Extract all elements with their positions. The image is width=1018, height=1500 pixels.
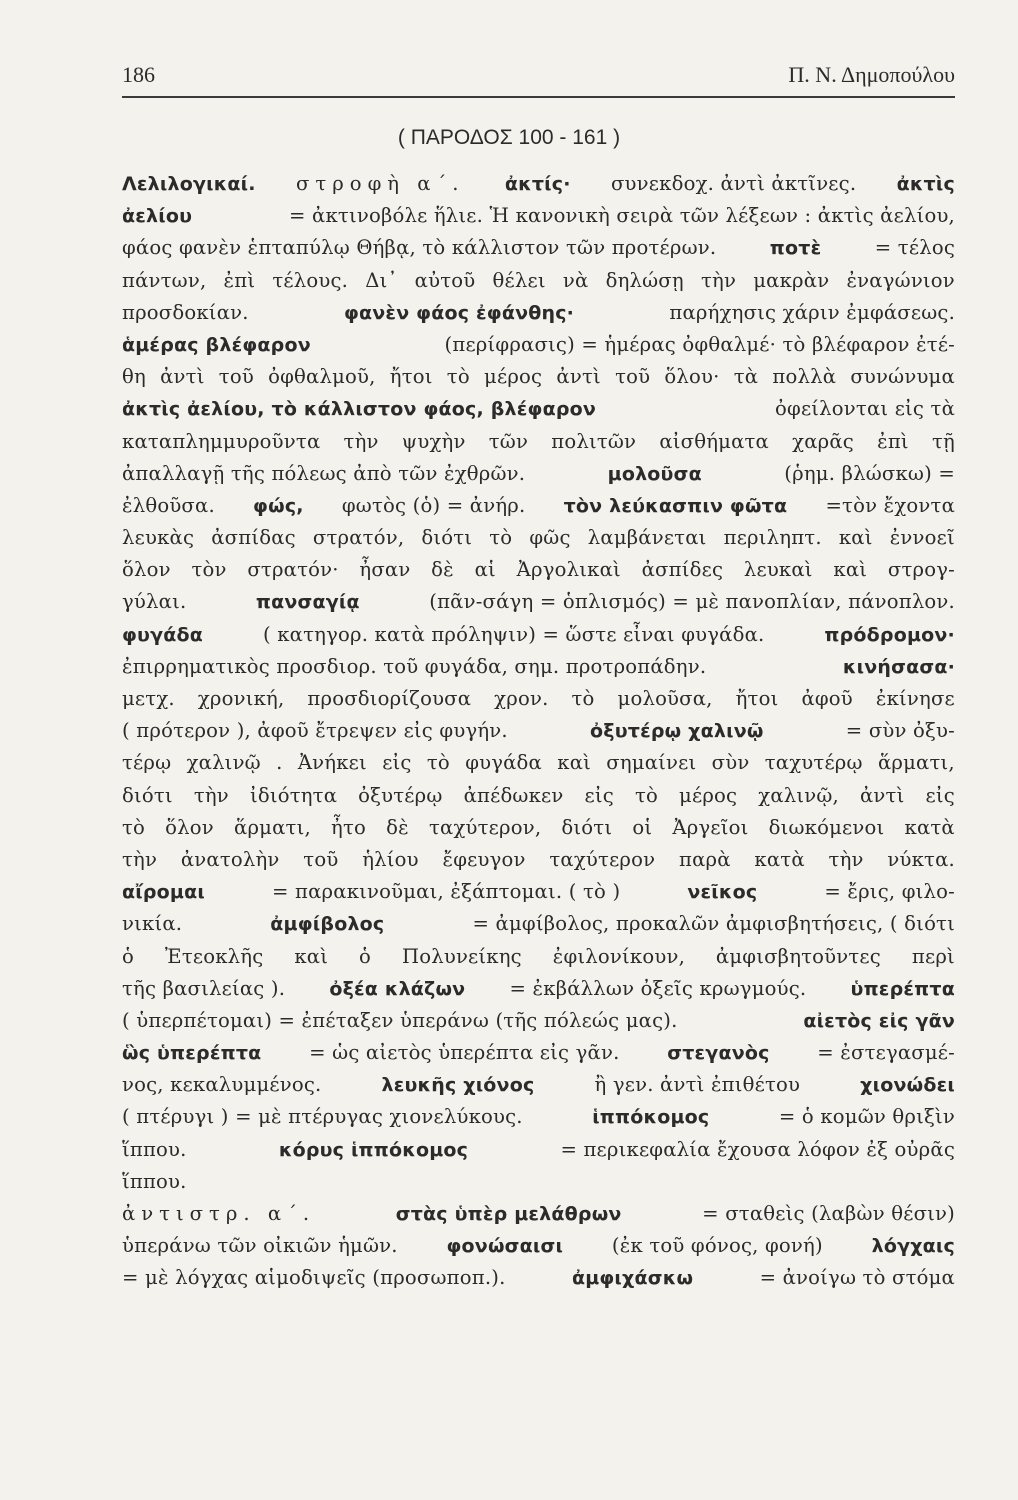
gloss-text: μετχ. χρονική, προσδιορίζουσα χρον. τὸ μολοῦσα, ἤτοι ἀφοῦ ἐκίνησε — [122, 687, 955, 710]
gloss-text: ἐπιρρηματικὸς προσδιορ. τοῦ φυγάδα, σημ. προτροπάδην. — [122, 654, 707, 678]
lemma-term: πανσαγίᾳ — [255, 591, 360, 614]
text-line — [122, 844, 955, 876]
lemma-term: φανὲν φάος ἐφάνθης· — [343, 301, 575, 324]
gloss-text: ( πρότερον ), ἀφοῦ ἔτρεψεν εἰς φυγήν. — [122, 719, 508, 743]
lemma-term: λόγχαις — [871, 1235, 955, 1258]
lemma-term: ἀμφιχάσκω — [571, 1267, 694, 1290]
section-title: ( ΠΑΡΟΔΟΣ 100 - 161 ) — [397, 126, 621, 149]
lemma-term: ἱππόκομος — [592, 1106, 710, 1129]
gloss-text: ἢ γεν. ἀντὶ ἐπιθέτου — [594, 1073, 801, 1097]
lemma-term: τὸν λεύκασπιν φῶτα — [563, 494, 788, 517]
gloss-text: τὴν ἀνατολὴν τοῦ ἡλίου ἔφευγον ταχύτερον παρὰ κατὰ τὴν νύκτα. — [122, 847, 955, 871]
gloss-text: = ἐστεγασμέ- — [817, 1041, 955, 1065]
text-line — [122, 200, 955, 232]
lemma-term: ἁμέρας βλέφαρον — [122, 333, 311, 356]
lemma-term: ὀξέα κλάζων — [329, 977, 466, 1000]
text-line — [122, 554, 955, 586]
gloss-text: = περικεφαλία ἔχουσα λόφον ἐξ οὐρᾶς — [560, 1137, 955, 1161]
page-header — [122, 56, 955, 98]
page-number: 186 — [122, 62, 155, 87]
running-head-author: Π. Ν. Δημοπούλου — [788, 62, 955, 87]
gloss-text: φάος φανὲν ἑπταπύλῳ Θήβᾳ, τὸ κάλλιστον τῶν προτέρων. — [122, 236, 717, 260]
gloss-text: ὅλον τὸν στρατόν· ἦσαν δὲ αἱ Ἀργολικαὶ ἀσπίδες λευκαὶ καὶ στρογ- — [122, 558, 955, 582]
gloss-text: = ἐκβάλλων ὀξεῖς κρωγμούς. — [509, 976, 807, 1000]
gloss-text: ( κατηγορ. κατὰ πρόληψιν) = ὥστε εἶναι φυγάδα. — [262, 622, 765, 646]
gloss-text: = ἀκτινοβόλε ἥλιε. Ἡ κανονικὴ σειρὰ τῶν λέξεων : ἀκτὶς ἀελίου, — [288, 204, 955, 228]
gloss-text: = σὺν ὀξυ- — [845, 719, 955, 743]
lemma-term: πρόδρομον· — [824, 623, 955, 646]
text-line — [122, 297, 955, 329]
gloss-text: ( ὑπερπέτομαι) = ἐπέταξεν ὑπεράνω (τῆς πόλεώς μας). — [122, 1008, 678, 1032]
text-line — [122, 780, 955, 812]
gloss-text: = ὁ κομῶν θριξὶν — [778, 1105, 955, 1129]
gloss-text: = ὡς αἰετὸς ὑπερέπτα εἰς γᾶν. — [309, 1041, 620, 1065]
lemma-term: κόρυς ἱππόκομος — [278, 1138, 469, 1161]
gloss-text: ἵππου. — [122, 1137, 187, 1161]
gloss-text: ἵππου. — [122, 1169, 187, 1193]
commentary-text — [122, 168, 955, 1295]
gloss-text: προσδοκίαν. — [122, 300, 249, 324]
gloss-text: = τέλος — [874, 236, 955, 260]
text-line — [122, 426, 955, 458]
text-line — [122, 490, 955, 522]
gloss-text: = μὲ λόγχας αἱμοδιψεῖς (προσωποπ.). — [122, 1266, 506, 1290]
lemma-term: ὑπερέπτα — [850, 977, 955, 1000]
lemma-term: νεῖκος — [687, 881, 758, 904]
gloss-text: στροφὴ α΄. — [296, 172, 465, 195]
lemma-term: ἀκτὶς ἀελίου, τὸ κάλλιστον φάος, βλέφαρον — [122, 398, 597, 421]
lemma-term: Λελιλογικαί. — [122, 173, 256, 195]
gloss-text: ὀφείλονται εἰς τὰ — [775, 397, 955, 421]
lemma-term: αἰετὸς εἰς γᾶν — [803, 1009, 955, 1032]
lemma-term: στὰς ὑπὲρ μελάθρων — [395, 1203, 622, 1225]
gloss-text: (ἐκ τοῦ φόνος, φονή) — [611, 1234, 823, 1258]
gloss-text: (πᾶν-σάγη = ὁπλισμός) = μὲ πανοπλίαν, πάνοπλον. — [429, 590, 955, 614]
text-line — [122, 522, 955, 554]
text-line — [122, 1198, 955, 1230]
lemma-term: ἀμφίβολος — [270, 913, 385, 936]
gloss-text: παρήχησις χάριν ἐμφάσεως. — [669, 300, 955, 324]
text-line — [122, 651, 955, 683]
gloss-text: πάντων, ἐπὶ τέλους. Δι᾽ αὐτοῦ θέλει νὰ δηλώσῃ τὴν μακρὰν ἐναγώνιον — [122, 268, 955, 292]
text-line — [122, 1037, 955, 1069]
text-line — [122, 683, 955, 715]
gloss-text: τὸ ὅλον ἅρματι, ἦτο δὲ ταχύτερον, διότι οἱ Ἀργεῖοι διωκόμενοι κατὰ — [122, 815, 955, 839]
gloss-text: τῆς βασιλείας ). — [122, 976, 286, 1000]
text-line — [122, 973, 955, 1005]
text-line — [122, 232, 955, 264]
lemma-term: ποτὲ — [769, 237, 822, 260]
lemma-term: φυγάδα — [122, 623, 203, 646]
text-line — [122, 619, 955, 651]
gloss-text: ἀπαλλαγῇ τῆς πόλεως ἀπὸ τῶν ἐχθρῶν. — [122, 461, 526, 485]
gloss-text: =τὸν ἔχοντα — [825, 493, 955, 517]
text-line — [122, 1230, 955, 1262]
gloss-text: ( πτέρυγι ) = μὲ πτέρυγας χιονελύκους. — [122, 1105, 523, 1129]
text-line — [122, 908, 955, 940]
lemma-term: ὣς ὑπερέπτα — [122, 1042, 262, 1065]
lemma-term: μολοῦσα — [607, 462, 702, 485]
text-line — [122, 747, 955, 779]
text-line — [122, 941, 955, 973]
lemma-term: στεγανὸς — [667, 1042, 770, 1065]
lemma-term: φονώσαισι — [446, 1235, 564, 1258]
lemma-term: φώς, — [253, 494, 304, 517]
text-line — [122, 329, 955, 361]
text-line — [122, 715, 955, 747]
text-line — [122, 393, 955, 425]
text-line — [122, 1262, 955, 1294]
gloss-text: συνεκδοχ. ἀντὶ ἀκτῖνες. — [610, 172, 857, 195]
gloss-text: = σταθεὶς (λαβὼν θέσιν) — [702, 1202, 955, 1225]
text-line — [122, 1134, 955, 1166]
gloss-text: διότι τὴν ἰδιότητα ὀξυτέρῳ ἀπέδωκεν εἰς τὸ μέρος χαλινῷ, ἀντὶ εἰς — [122, 783, 955, 807]
gloss-text: = ἀνοίγω τὸ στόμα — [759, 1266, 955, 1290]
gloss-text: (περίφρασις) = ἡμέρας ὀφθαλμέ· τὸ βλέφαρον ἐτέ- — [444, 332, 955, 356]
lemma-term: ἀκτίς· — [504, 173, 571, 195]
text-line — [122, 168, 955, 200]
text-line — [122, 458, 955, 490]
gloss-text: ὁ Ἐτεοκλῆς καὶ ὁ Πολυνείκης ἐφιλονίκουν, ἀμφισβητοῦντες περὶ — [122, 944, 955, 968]
gloss-text: ὑπεράνω τῶν οἰκιῶν ἡμῶν. — [122, 1234, 398, 1258]
text-line — [122, 1005, 955, 1037]
gloss-text: (ῥημ. βλώσκω) = — [784, 461, 955, 485]
text-line — [122, 1166, 955, 1198]
text-line — [122, 876, 955, 908]
gloss-text: φωτὸς (ὁ) = ἀνήρ. — [341, 493, 526, 517]
gloss-text: = ἔρις, φιλο- — [824, 880, 955, 904]
gloss-text: ἐλθοῦσα. — [122, 493, 215, 517]
lemma-term: χιονώδει — [860, 1074, 955, 1097]
text-line — [122, 812, 955, 844]
gloss-text: = ἀμφίβολος, προκαλῶν ἀμφισβητήσεις, ( διότι — [472, 912, 955, 936]
gloss-text: νος, κεκαλυμμένος. — [122, 1073, 322, 1097]
gloss-text: καταπλημμυροῦντα τὴν ψυχὴν τῶν πολιτῶν αἰσθήματα χαρᾶς ἐπὶ τῇ — [122, 429, 955, 453]
text-line — [122, 586, 955, 618]
gloss-text: ἀντιστρ. α΄. — [122, 1202, 316, 1225]
text-line — [122, 265, 955, 297]
gloss-text: νικία. — [122, 912, 183, 936]
gloss-text: τέρῳ χαλινῷ . Ἀνήκει εἰς τὸ φυγάδα καὶ σημαίνει σὺν ταχυτέρῳ ἅρματι, — [122, 751, 955, 775]
gloss-text: = παρακινοῦμαι, ἐξάπτομαι. ( τὸ ) — [272, 880, 621, 904]
lemma-term: αἴρομαι — [122, 881, 205, 904]
text-line — [122, 1101, 955, 1133]
text-line — [122, 1069, 955, 1101]
lemma-term: λευκῆς χιόνος — [381, 1074, 535, 1097]
gloss-text: γύλαι. — [122, 590, 187, 614]
text-line — [122, 361, 955, 393]
lemma-term: κινήσασα· — [842, 655, 955, 678]
lemma-term: ἀελίου — [122, 205, 193, 228]
lemma-term: ὀξυτέρῳ χαλινῷ — [590, 720, 764, 743]
lemma-term: ἀκτὶς — [896, 173, 955, 195]
gloss-text: θη ἀντὶ τοῦ ὀφθαλμοῦ, ἤτοι τὸ μέρος ἀντὶ τοῦ ὅλου· τὰ πολλὰ συνώνυμα — [122, 365, 955, 389]
gloss-text: λευκὰς ἀσπίδας στρατόν, διότι τὸ φῶς λαμβάνεται περιληπτ. καὶ ἐννοεῖ — [122, 526, 955, 550]
